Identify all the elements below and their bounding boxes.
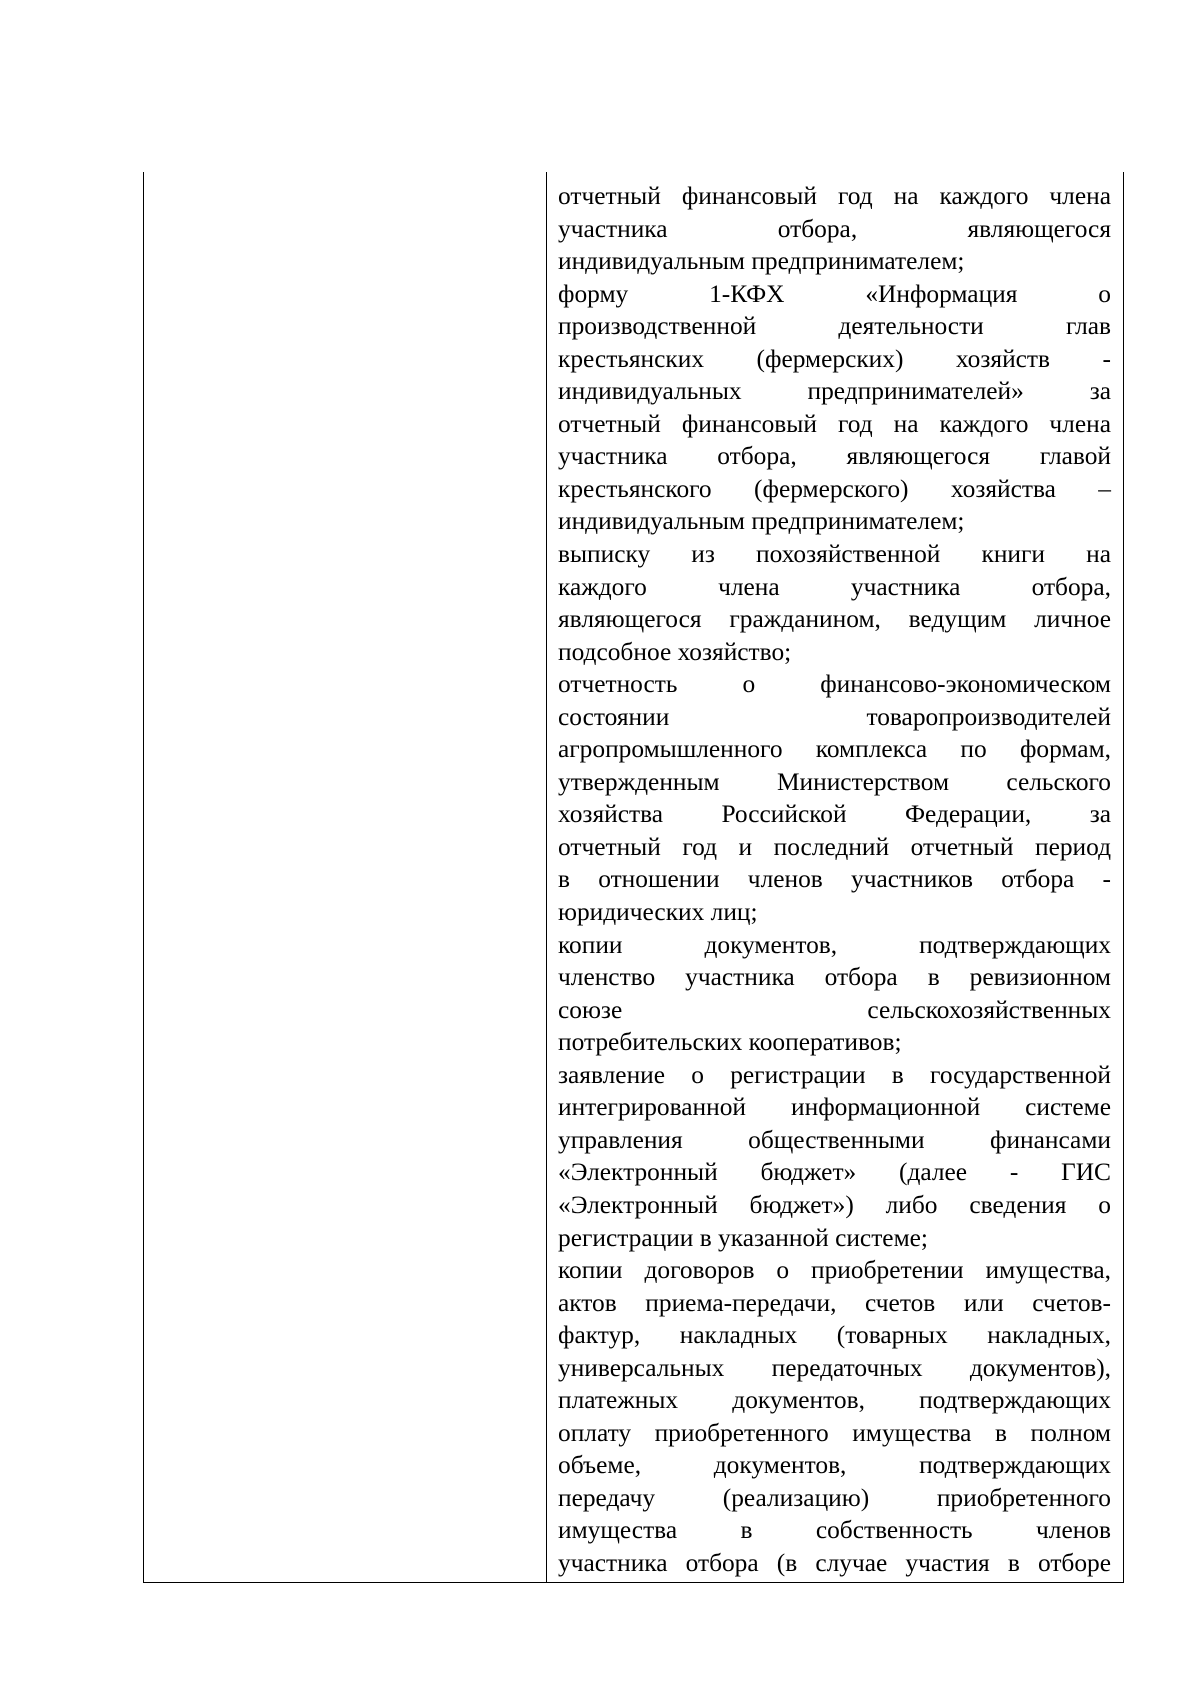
text-line: потребительских кооперативов; xyxy=(558,1028,902,1057)
text-line: регистрации в указанной системе; xyxy=(558,1223,928,1252)
text-line: индивидуальным предпринимателем; xyxy=(558,507,965,536)
text-line: «Электронный бюджет» (далее - ГИС xyxy=(558,1158,1111,1187)
text-line: актов приема-передачи, счетов или счетов- xyxy=(558,1288,1111,1317)
table-cell-right xyxy=(547,172,1124,1583)
text-line: членство участника отбора в ревизионном xyxy=(558,963,1111,992)
text-line: интегрированной информационной системе xyxy=(558,1093,1111,1122)
paragraph xyxy=(558,1059,1111,1254)
text-line: состоянии товаропроизводителей xyxy=(558,702,1111,731)
text-line: союзе сельскохозяйственных xyxy=(558,995,1111,1024)
text-line: заявление о регистрации в государственной xyxy=(558,1060,1111,1089)
text-line: выписку из похозяйственной книги на xyxy=(558,540,1111,569)
text-line: отчетный год и последний отчетный период xyxy=(558,832,1111,861)
document-table xyxy=(143,172,1124,1583)
text-line: подсобное хозяйство; xyxy=(558,637,792,666)
text-line: участника отбора (в случае участия в отборе xyxy=(558,1548,1111,1577)
text-line: агропромышленного комплекса по формам, xyxy=(558,735,1111,764)
text-line: являющегося гражданином, ведущим личное xyxy=(558,605,1111,634)
text-line: управления общественными финансами xyxy=(558,1125,1111,1154)
text-line: крестьянских (фермерских) хозяйств - xyxy=(558,344,1111,373)
text-line: отчетный финансовый год на каждого члена xyxy=(558,182,1111,210)
table-cell-left xyxy=(144,172,547,1583)
text-line: хозяйства Российской Федерации, за xyxy=(558,800,1111,829)
text-line: универсальных передаточных документов), xyxy=(558,1353,1111,1382)
text-line: утвержденным Министерством сельского xyxy=(558,767,1111,796)
text-line: крестьянского (фермерского) хозяйства – xyxy=(558,474,1111,503)
paragraph xyxy=(558,278,1111,538)
text-line: индивидуальных предпринимателей» за xyxy=(558,377,1111,406)
text-line: участника отбора, являющегося xyxy=(558,214,1111,243)
text-line: в отношении членов участников отбора - xyxy=(558,865,1111,894)
text-line: имущества в собственность членов xyxy=(558,1516,1111,1545)
text-line: объеме, документов, подтверждающих xyxy=(558,1451,1111,1480)
text-line: оплату приобретенного имущества в полном xyxy=(558,1418,1111,1447)
paragraph xyxy=(558,1254,1111,1579)
paragraph xyxy=(558,929,1111,1059)
text-line: форму 1-КФХ «Информация о xyxy=(558,279,1111,308)
text-line: копии документов, подтверждающих xyxy=(558,930,1111,959)
paragraph xyxy=(558,538,1111,668)
text-line: участника отбора, являющегося главой xyxy=(558,442,1111,471)
text-line: юридических лиц; xyxy=(558,898,758,927)
table-row xyxy=(144,172,1124,1583)
text-line: копии договоров о приобретении имущества, xyxy=(558,1256,1111,1285)
text-line: отчетный финансовый год на каждого члена xyxy=(558,409,1111,438)
text-line: платежных документов, подтверждающих xyxy=(558,1386,1111,1415)
text-line: «Электронный бюджет») либо сведения о xyxy=(558,1190,1111,1219)
text-line: каждого члена участника отбора, xyxy=(558,572,1111,601)
paragraph xyxy=(558,668,1111,928)
text-line: передачу (реализацию) приобретенного xyxy=(558,1483,1111,1512)
requirements-text xyxy=(547,172,1123,1580)
paragraph xyxy=(558,180,1111,278)
text-line: отчетность о финансово-экономическом xyxy=(558,670,1111,699)
text-line: производственной деятельности глав xyxy=(558,312,1111,341)
text-line: фактур, накладных (товарных накладных, xyxy=(558,1321,1111,1350)
text-line: индивидуальным предпринимателем; xyxy=(558,247,965,276)
